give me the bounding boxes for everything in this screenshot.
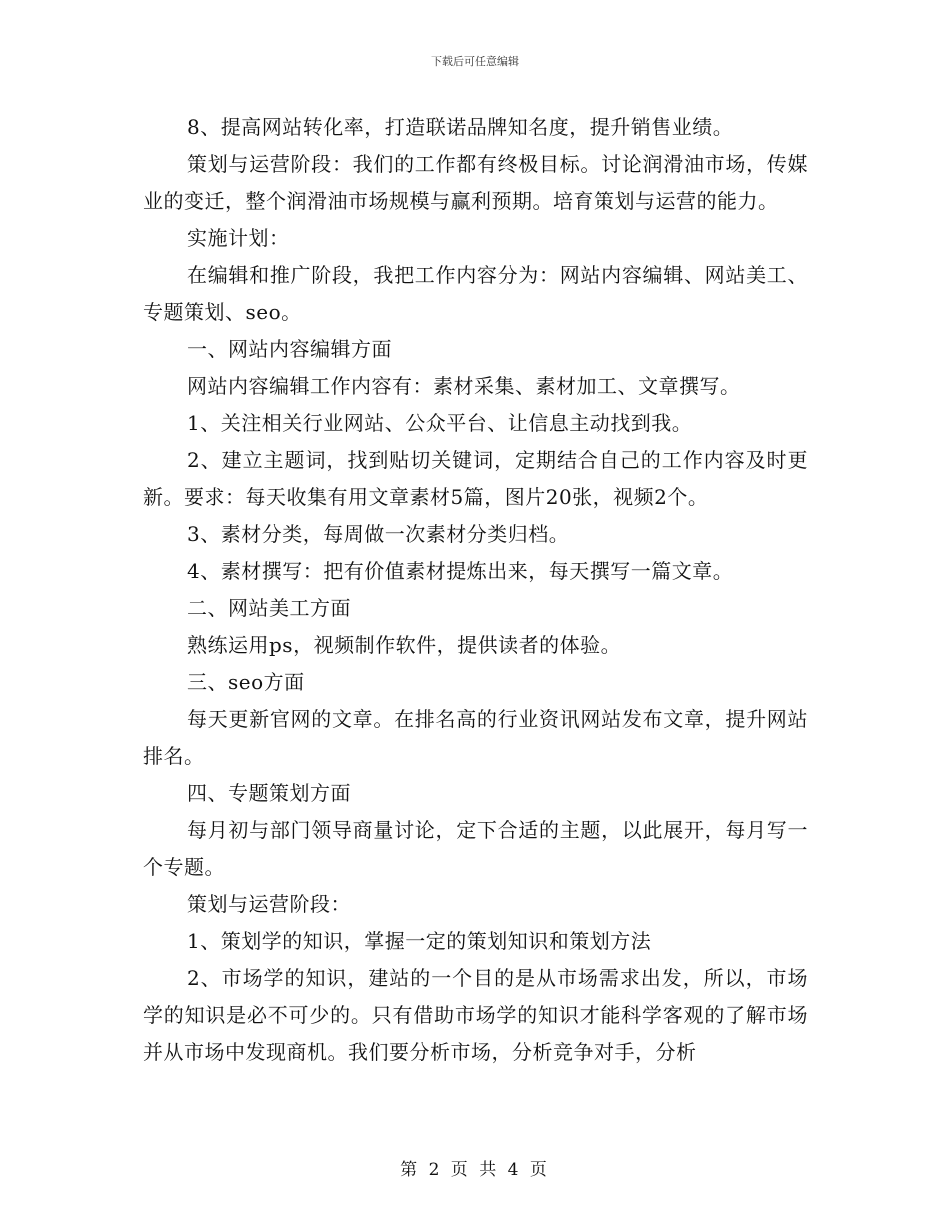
paragraph: 实施计划： xyxy=(187,226,290,250)
list-item: 1、策划学的知识，掌握一定的策划知识和策划方法 xyxy=(187,929,652,953)
paragraph: 策划与运营阶段： xyxy=(187,892,351,916)
list-item: 1、关注相关行业网站、公众平台、让信息主动找到我。 xyxy=(187,411,693,435)
paragraph: 策划与运营阶段：我们的工作都有终极目标。讨论润滑油市场，传媒业的变迁，整个润滑油市场规模与赢利预期。培育策划与运营的能力。 xyxy=(143,152,808,213)
paragraph: 每月初与部门领导商量讨论，定下合适的主题，以此展开，每月写一个专题。 xyxy=(143,818,808,879)
paragraph: 在编辑和推广阶段，我把工作内容分为：网站内容编辑、网站美工、专题策划、seo。 xyxy=(143,263,808,324)
section-heading: 三、seo方面 xyxy=(187,670,305,694)
page-header-note: 下载后可任意编辑 xyxy=(431,55,519,68)
section-heading: 四、专题策划方面 xyxy=(187,781,351,805)
list-item: 2、市场学的知识，建站的一个目的是从市场需求出发，所以，市场学的知识是必不可少的。只有借助市场学的知识才能科学客观的了解市场并从市场中发现商机。我们要分析市场，分析竞争对手，分析 xyxy=(143,966,808,1064)
section-heading: 二、网站美工方面 xyxy=(187,596,351,620)
paragraph: 8、提高网站转化率，打造联诺品牌知名度，提升销售业绩。 xyxy=(187,115,734,139)
paragraph: 熟练运用ps，视频制作软件，提供读者的体验。 xyxy=(187,633,622,657)
list-item: 3、素材分类，每周做一次素材分类归档。 xyxy=(187,522,570,546)
page-number-footer: 第 2 页 共 4 页 xyxy=(400,1160,550,1180)
list-item: 2、建立主题词，找到贴切关键词，定期结合自己的工作内容及时更新。要求：每天收集有用文章素材5篇，图片20张，视频2个。 xyxy=(143,448,808,509)
document-body xyxy=(143,109,808,1071)
paragraph: 网站内容编辑工作内容有：素材采集、素材加工、文章撰写。 xyxy=(187,374,741,398)
section-heading: 一、网站内容编辑方面 xyxy=(187,337,392,361)
list-item: 4、素材撰写：把有价值素材提炼出来，每天撰写一篇文章。 xyxy=(187,559,734,583)
paragraph: 每天更新官网的文章。在排名高的行业资讯网站发布文章，提升网站排名。 xyxy=(143,707,808,768)
